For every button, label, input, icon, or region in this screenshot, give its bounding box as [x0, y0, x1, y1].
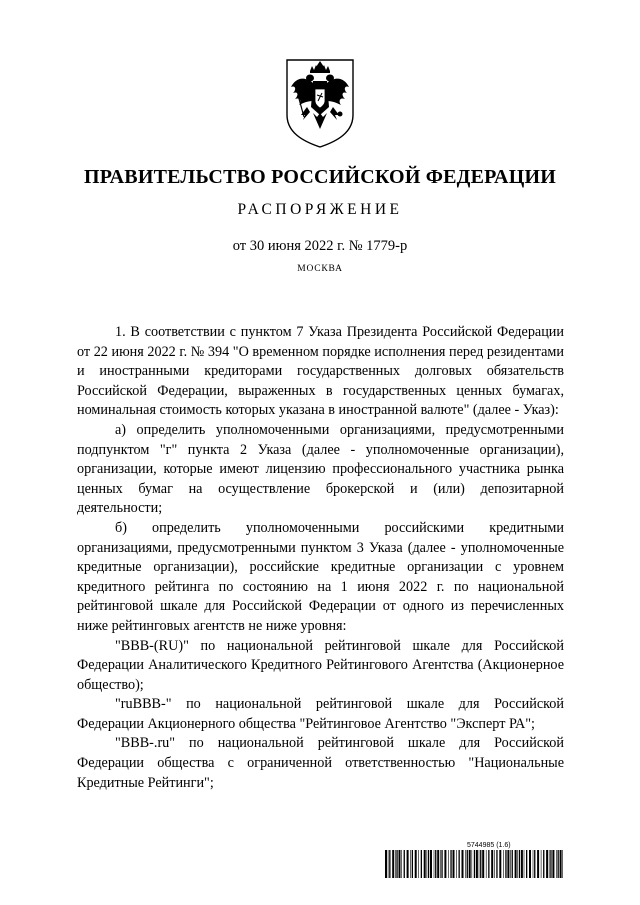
- document-type: РАСПОРЯЖЕНИЕ: [237, 201, 403, 218]
- government-title: ПРАВИТЕЛЬСТВО РОССИЙСКОЙ ФЕДЕРАЦИИ: [84, 166, 556, 188]
- document-city: МОСКВА: [297, 264, 343, 274]
- rating-item-nkr: "BBB-.ru" по национальной рейтинговой шкале для Российской Федерации общества с ограниченной ответственностью "Национальные Кредитные Рейтинги";: [77, 735, 564, 791]
- rating-item-expert-ra: "ruBBB-" по национальной рейтинговой шкале для Российской Федерации Акционерного общества "Рейтинговое Агентство "Эксперт РА";: [77, 696, 564, 732]
- document-code: 5744985 (1.6): [467, 842, 511, 849]
- paragraph-b: б) определить уполномоченными российскими кредитными организациями, предусмотренными пунктом 3 Указа (далее - уполномоченные кредитные организации), российские кредитные организации с уровнем кредитного рейтинга по состоянию на 1 июня 2022 г. по национальной рейтинговой шкале для Российской Федерации от одного из перечисленных ниже рейтинговых агентств не ниже уровня:: [77, 519, 564, 634]
- coat-of-arms-icon: [283, 57, 357, 149]
- rating-item-akra: "BBB-(RU)" по национальной рейтинговой шкале для Российской Федерации Аналитического Кредитного Рейтингового Агентства (Акционерное общество);: [77, 637, 564, 693]
- document-date-number: от 30 июня 2022 г. № 1779-р: [232, 238, 408, 254]
- barcode-icon: [385, 850, 563, 878]
- paragraph-a: а) определить уполномоченными организациями, предусмотренными подпунктом "г" пункта 2 Указа (далее - уполномоченные организации), организации, которые имеют лицензию профессионального участника рынка ценных бумаг на осуществление брокерской и (или) депозитарной деятельности;: [77, 421, 564, 517]
- document-body: [77, 323, 564, 793]
- paragraph-1: 1. В соответствии с пунктом 7 Указа Президента Российской Федерации от 22 июня 2022 г. № 394 "О временном порядке исполнения перед резидентами и иностранными кредиторами государственных долговых обязательств Российской Федерации, выраженных в государственных ценных бумагах, номинальная стоимость которых указана в иностранной валюте" (далее - Указ):: [77, 324, 564, 419]
